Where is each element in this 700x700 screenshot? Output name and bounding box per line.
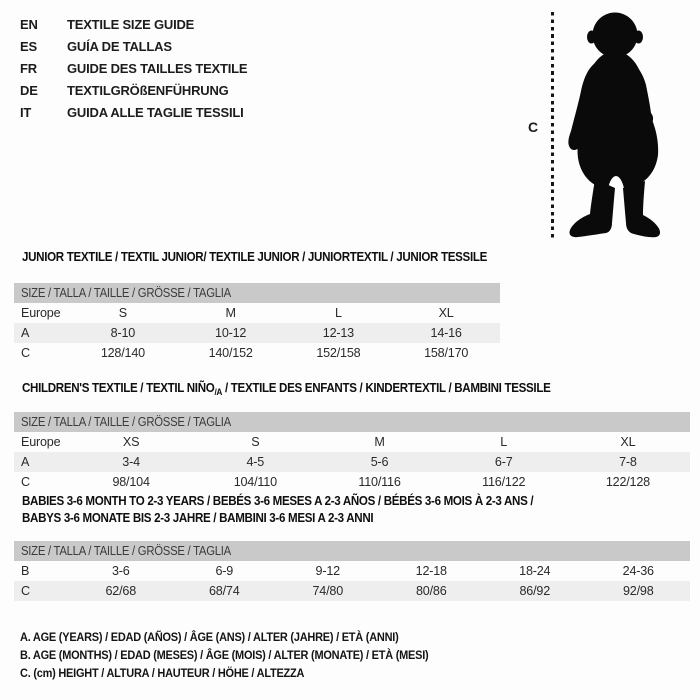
junior-size-table — [14, 283, 500, 363]
size-cell: M — [225, 306, 236, 320]
children-table-section — [14, 380, 690, 492]
junior-table-section — [14, 249, 500, 363]
footnote-line: C. (cm) HEIGHT / ALTURA / HAUTEUR / HÖHE / ALTEZZA — [20, 666, 305, 680]
row-label: Europe — [21, 435, 61, 449]
babies-row-b — [14, 561, 690, 581]
babies-table-section — [14, 493, 690, 601]
size-cell: 62/68 — [105, 584, 136, 598]
junior-row-c — [14, 343, 500, 363]
size-cell: 68/74 — [208, 584, 240, 598]
size-cell: 12-18 — [415, 564, 447, 578]
row-label: C — [21, 584, 30, 598]
junior-row-europe — [14, 303, 500, 323]
size-cell: 7-8 — [619, 455, 637, 469]
size-header-text: SIZE / TALLA / TAILLE / GRÖSSE / TAGLIA — [21, 286, 231, 300]
row-label: B — [21, 564, 30, 578]
height-measure-label: C — [528, 119, 539, 135]
size-cell: 3-4 — [122, 455, 140, 469]
title-line — [22, 510, 637, 527]
size-cell: 158/170 — [424, 346, 469, 360]
row-label: A — [21, 455, 30, 469]
size-cell: XL — [620, 435, 636, 449]
size-cell: L — [500, 435, 508, 449]
title-line — [22, 249, 488, 266]
size-cell: 10-12 — [215, 326, 247, 340]
size-cell: 110/116 — [358, 475, 401, 489]
language-row-de — [20, 79, 247, 101]
size-header-bar — [14, 412, 690, 432]
children-row-a — [14, 452, 690, 472]
row-label: C — [21, 475, 30, 489]
footnotes — [20, 628, 459, 682]
junior-table-title — [22, 249, 488, 266]
title-line — [22, 493, 637, 510]
babies-row-c — [14, 581, 690, 601]
size-cell: 18-24 — [519, 564, 551, 578]
size-cell: XS — [122, 435, 140, 449]
title-text: JUNIOR TEXTILE / TEXTIL JUNIOR/ TEXTILE JUNIOR / JUNIORTEXTIL / JUNIOR TESSILE — [22, 250, 488, 264]
size-cell: 6-9 — [215, 564, 234, 578]
size-cell: 3-6 — [111, 564, 130, 578]
size-header-bar — [14, 541, 690, 561]
footnote-line: A. AGE (YEARS) / EDAD (AÑOS) / ÂGE (ANS) / ALTER (JAHRE) / ETÀ (ANNI) — [20, 630, 399, 644]
size-cell: 8-10 — [110, 326, 136, 340]
size-cell: M — [374, 435, 385, 449]
language-row-fr — [20, 57, 247, 79]
size-cell: 152/158 — [316, 346, 361, 360]
size-cell: S — [118, 306, 127, 320]
size-cell: 6-7 — [494, 455, 513, 469]
size-cell: 14-16 — [430, 326, 462, 340]
title-line — [22, 380, 637, 401]
size-cell: 140/152 — [208, 346, 253, 360]
children-row-c — [14, 472, 690, 492]
language-title: GUIDA ALLE TAGLIE TESSILI — [67, 104, 244, 120]
size-cell: 80/86 — [415, 584, 447, 598]
size-cell: XL — [438, 306, 454, 320]
title-text: CHILDREN'S TEXTILE / TEXTIL NIÑO — [22, 381, 215, 395]
size-cell: 24-36 — [622, 564, 654, 578]
size-cell: 128/140 — [100, 346, 145, 360]
language-row-es — [20, 35, 247, 57]
size-cell: 5-6 — [370, 455, 389, 469]
language-title: GUIDE DES TAILLES TEXTILE — [67, 60, 248, 76]
row-label: Europe — [21, 306, 61, 320]
language-code: EN — [20, 16, 38, 32]
language-title: GUÍA DE TALLAS — [67, 38, 172, 54]
size-cell: S — [251, 435, 260, 449]
row-label: A — [21, 326, 30, 340]
language-code: DE — [20, 82, 38, 98]
footnote-line: B. AGE (MONTHS) / EDAD (MESES) / ÂGE (MOIS) / ALTER (MONATE) / ETÀ (MESI) — [20, 648, 429, 662]
size-header-text: SIZE / TALLA / TAILLE / GRÖSSE / TAGLIA — [21, 415, 231, 429]
language-title: TEXTILE SIZE GUIDE — [67, 16, 195, 32]
size-cell: L — [334, 306, 342, 320]
size-header-bar — [14, 283, 500, 303]
language-code: IT — [20, 104, 32, 120]
language-title: TEXTILGRÖßENFÜHRUNG — [67, 82, 229, 98]
height-dashed-line — [551, 12, 554, 241]
babies-table-title — [22, 493, 637, 527]
title-text: / TEXTILE DES ENFANTS / KINDERTEXTIL / BAMBINI TESSILE — [222, 381, 551, 395]
size-cell: 74/80 — [312, 584, 343, 598]
size-cell: 116/122 — [482, 475, 526, 489]
size-cell: 122/128 — [605, 475, 650, 489]
size-header-text: SIZE / TALLA / TAILLE / GRÖSSE / TAGLIA — [21, 544, 231, 558]
children-size-table — [14, 412, 690, 492]
language-row-it — [20, 101, 247, 123]
children-table-title — [22, 380, 637, 401]
junior-row-a — [14, 323, 500, 343]
language-code: FR — [20, 60, 37, 76]
title-text: BABYS 3-6 MONATE BIS 2-3 JAHRE / BAMBINI 3-6 MESI A 2-3 ANNI — [22, 511, 374, 525]
size-cell: 92/98 — [622, 584, 654, 598]
language-row-en — [20, 13, 247, 35]
title-subscript: /A — [214, 387, 223, 397]
children-row-europe — [14, 432, 690, 452]
size-cell: 4-5 — [246, 455, 265, 469]
title-text: BABIES 3-6 MONTH TO 2-3 YEARS / BEBÉS 3-6 MESES A 2-3 AÑOS / BÉBÉS 3-6 MOIS À 2-3 ANS / — [22, 494, 534, 508]
size-cell: 86/92 — [519, 584, 550, 598]
size-cell: 98/104 — [112, 475, 150, 489]
toddler-silhouette-icon — [558, 7, 688, 249]
language-code: ES — [20, 38, 37, 54]
size-cell: 104/110 — [233, 475, 277, 489]
babies-size-table — [14, 541, 690, 601]
language-list — [20, 13, 247, 123]
row-label: C — [21, 346, 30, 360]
size-cell: 12-13 — [322, 326, 354, 340]
size-cell: 9-12 — [315, 564, 340, 578]
